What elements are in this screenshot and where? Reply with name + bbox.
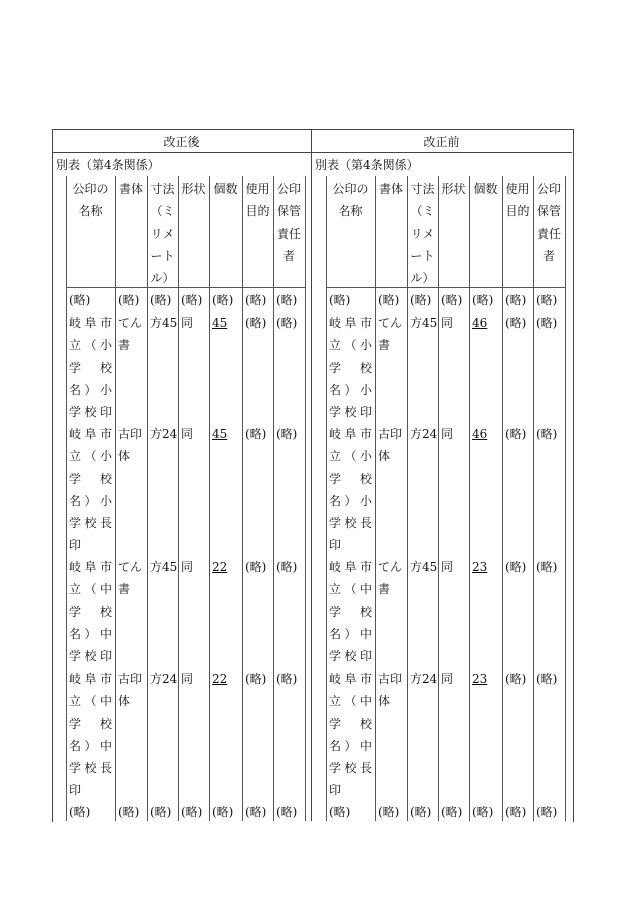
table-cell-keeper	[536, 668, 562, 690]
cell-line: 学 校	[69, 360, 112, 375]
table-cell-name	[329, 668, 372, 802]
cell-line: （ミ	[150, 204, 175, 219]
table-cell-size	[150, 312, 178, 334]
column-rule	[178, 176, 179, 821]
cell-line: 書	[378, 582, 391, 597]
cell-line: ート	[410, 248, 435, 263]
cell-line: 寸法	[410, 182, 435, 196]
cell-line: 学 校	[329, 716, 372, 731]
column-rule	[438, 176, 439, 821]
cell-line	[212, 312, 239, 334]
table-cell-size	[410, 668, 438, 690]
cell-line: 形状	[181, 182, 206, 196]
table-cell-count	[472, 801, 499, 823]
cell-line: てん	[118, 316, 143, 330]
cell-line: (略)	[245, 805, 267, 819]
cell-line: 公印の	[332, 182, 369, 196]
table-cell-keeper	[276, 423, 302, 445]
cell-line: 名）小	[69, 382, 112, 397]
cell-line: (略)	[245, 672, 267, 686]
table-cell-size	[150, 423, 178, 445]
table-cell-shape	[441, 423, 466, 445]
cell-line: 個数	[473, 182, 498, 196]
cell-line: 者	[542, 248, 555, 263]
cell-line: 同	[181, 427, 194, 441]
table-cell-shape	[441, 556, 466, 578]
column-rule	[375, 176, 376, 821]
cell-line: 方45	[150, 316, 178, 330]
cell-line: (略)	[536, 805, 558, 819]
table-cell-purpose	[505, 668, 530, 690]
table-cell-purpose	[245, 801, 270, 823]
table-cell-size	[150, 801, 175, 823]
table-cell-shape	[441, 668, 466, 690]
cell-line	[212, 668, 239, 690]
underlined-value: 23	[472, 560, 488, 574]
column-rule	[242, 176, 243, 821]
cell-line: 寸法	[150, 182, 175, 196]
table-cell-purpose	[505, 423, 530, 445]
cell-line: 名）小	[329, 382, 372, 397]
cell-line: 岐阜市	[69, 672, 112, 686]
cell-line: 学 校	[329, 360, 372, 375]
column-header-font	[117, 178, 145, 200]
cell-line: 保管	[276, 204, 301, 219]
cell-line: 学校印	[69, 649, 112, 664]
cell-line: 目的	[505, 204, 530, 219]
table-cell-name	[69, 312, 112, 423]
table-cell-purpose	[245, 423, 270, 445]
cell-line: 書	[118, 582, 131, 597]
table-cell-keeper	[536, 289, 562, 311]
header-after: 改正後	[163, 135, 200, 149]
table-cell-keeper	[536, 556, 562, 578]
table-cell-font	[118, 289, 144, 311]
cell-line: 岐阜市	[329, 427, 372, 441]
table-cell-name	[69, 668, 112, 802]
table-cell-purpose	[505, 556, 530, 578]
cell-line: 方24	[410, 427, 438, 441]
cell-line: 印	[329, 538, 342, 553]
cell-line: リメ	[150, 226, 175, 241]
table-cell-size	[410, 312, 438, 334]
table-cell-purpose	[245, 312, 270, 334]
table-cell-name	[69, 556, 112, 667]
table-cell-count	[212, 668, 239, 690]
subtitle-before: 別表（第4条関係）	[315, 158, 419, 172]
table-cell-font	[118, 423, 144, 468]
header-rule	[52, 152, 572, 153]
cell-line: (略)	[118, 805, 140, 819]
cell-line: 立（小	[69, 338, 112, 353]
cell-line: (略)	[276, 805, 298, 819]
cell-line: 学校長	[69, 516, 112, 531]
table-cell-keeper	[536, 423, 562, 445]
table-cell-name	[329, 423, 372, 557]
table-cell-size	[410, 423, 438, 445]
cell-line: 岐阜市	[69, 316, 112, 330]
cell-line: （ミ	[410, 204, 435, 219]
column-rule	[305, 176, 306, 821]
table-cell-keeper	[276, 668, 302, 690]
table-cell-count	[472, 668, 499, 690]
column-header-size	[409, 178, 436, 289]
cell-line: 学校印	[69, 405, 112, 420]
cell-line: (略)	[536, 672, 558, 686]
column-header-shape	[440, 178, 467, 200]
column-rule	[66, 176, 67, 821]
cell-line: 方24	[410, 672, 438, 686]
cell-line: (略)	[245, 316, 267, 330]
cell-line: 古印	[118, 672, 143, 686]
table-divider	[311, 129, 312, 821]
cell-line: 書	[118, 338, 131, 353]
table-cell-purpose	[245, 289, 270, 311]
cell-line: 学校印	[329, 649, 372, 664]
cell-line: 岐阜市	[329, 560, 372, 574]
table-cell-count	[472, 423, 499, 445]
cell-line: 名）中	[69, 738, 112, 753]
cell-line: 体	[118, 449, 131, 464]
column-rule	[273, 176, 274, 821]
table-cell-size	[150, 556, 178, 578]
cell-line	[472, 556, 499, 578]
table-cell-count	[212, 289, 239, 311]
cell-line: 古印	[378, 672, 403, 686]
cell-line: (略)	[245, 560, 267, 574]
table-cell-size	[410, 289, 435, 311]
table-cell-shape	[181, 668, 206, 690]
cell-line: (略)	[505, 316, 527, 330]
cell-line: 方24	[150, 427, 178, 441]
cell-line: ル）	[150, 271, 175, 286]
cell-line: 保管	[536, 204, 561, 219]
cell-line: 立（中	[329, 582, 372, 597]
cell-line: (略)	[329, 293, 351, 307]
cell-line: 公印	[536, 182, 561, 196]
cell-line: てん	[378, 316, 403, 330]
cell-line: 公印の	[72, 182, 109, 196]
cell-line: 岐阜市	[329, 672, 372, 686]
cell-line: 公印	[276, 182, 301, 196]
table-cell-name	[329, 289, 372, 311]
cell-line: 者	[282, 248, 295, 263]
cell-line: 同	[441, 672, 454, 686]
table-cell-name	[329, 312, 372, 423]
table-cell-font	[378, 423, 404, 468]
cell-line: (略)	[276, 560, 298, 574]
table-cell-purpose	[245, 556, 270, 578]
cell-line: (略)	[441, 293, 463, 307]
table-cell-keeper	[276, 556, 302, 578]
table-cell-keeper	[536, 312, 562, 334]
cell-line: 名）小	[329, 493, 372, 508]
table-cell-keeper	[276, 801, 302, 823]
panel-after	[66, 176, 305, 821]
column-rule	[502, 176, 503, 821]
table-cell-keeper	[276, 312, 302, 334]
table-cell-purpose	[505, 801, 530, 823]
cell-line: 学 校	[329, 471, 372, 486]
table-cell-font	[118, 312, 144, 357]
cell-line: (略)	[150, 805, 172, 819]
cell-line: 岐阜市	[69, 427, 112, 441]
cell-line: 学 校	[69, 604, 112, 619]
table-cell-name	[69, 289, 112, 311]
cell-line: 名称	[338, 204, 363, 219]
table-cell-keeper	[536, 801, 562, 823]
cell-line: 立（小	[329, 338, 372, 353]
table-cell-font	[118, 668, 144, 713]
cell-line: 学校長	[329, 516, 372, 531]
cell-line: 名）小	[69, 493, 112, 508]
header-before: 改正前	[423, 135, 460, 149]
header-bottom-rule	[326, 287, 565, 288]
table-cell-font	[378, 289, 404, 311]
cell-line: 岐阜市	[69, 560, 112, 574]
column-header-shape	[180, 178, 207, 200]
cell-line: リメ	[410, 226, 435, 241]
cell-line: 使用	[245, 182, 270, 196]
cell-line: (略)	[472, 293, 494, 307]
cell-line: 立（小	[69, 449, 112, 464]
table-cell-purpose	[505, 312, 530, 334]
cell-line: 目的	[245, 204, 270, 219]
cell-line: 学 校	[329, 604, 372, 619]
cell-line: 名）中	[329, 626, 372, 641]
cell-line: 方45	[410, 560, 438, 574]
column-header-keeper	[535, 178, 563, 267]
cell-line	[472, 423, 499, 445]
table-cell-count	[472, 312, 499, 334]
table-cell-font	[378, 668, 404, 713]
cell-line	[472, 312, 499, 334]
table-cell-shape	[181, 423, 206, 445]
cell-line: 印	[69, 783, 82, 798]
underlined-value: 23	[472, 672, 488, 686]
cell-line: 個数	[213, 182, 238, 196]
cell-line: 立（小	[329, 449, 372, 464]
column-header-purpose	[244, 178, 271, 223]
table-cell-font	[378, 801, 404, 823]
header-bottom-rule	[66, 287, 305, 288]
table-cell-shape	[441, 289, 466, 311]
cell-line: 古印	[378, 427, 403, 441]
column-rule	[326, 176, 327, 821]
column-header-size	[149, 178, 176, 289]
cell-line	[212, 556, 239, 578]
cell-line: (略)	[472, 805, 494, 819]
cell-line: (略)	[505, 293, 527, 307]
cell-line: (略)	[276, 293, 298, 307]
cell-line: (略)	[505, 560, 527, 574]
table-cell-shape	[441, 312, 466, 334]
column-header-purpose	[504, 178, 531, 223]
cell-line: 名称	[78, 204, 103, 219]
cell-line: (略)	[378, 805, 400, 819]
table-cell-count	[212, 556, 239, 578]
cell-line: (略)	[378, 293, 400, 307]
cell-line: (略)	[536, 316, 558, 330]
column-rule	[407, 176, 408, 821]
cell-line: 立（中	[69, 582, 112, 597]
cell-line: (略)	[212, 293, 234, 307]
column-rule	[147, 176, 148, 821]
table-cell-count	[212, 423, 239, 445]
cell-line: (略)	[181, 293, 203, 307]
cell-line: 体	[118, 694, 131, 709]
cell-line: 体	[378, 449, 391, 464]
cell-line: (略)	[276, 316, 298, 330]
cell-line: (略)	[536, 560, 558, 574]
table-cell-size	[150, 289, 175, 311]
cell-line: 同	[441, 427, 454, 441]
cell-line: 形状	[441, 182, 466, 196]
cell-line: 印	[329, 783, 342, 798]
table-cell-size	[410, 801, 435, 823]
table-cell-name	[69, 801, 112, 823]
table-cell-purpose	[505, 289, 530, 311]
cell-line: 書体	[118, 182, 143, 196]
subtitle-after: 別表（第4条関係）	[56, 158, 160, 172]
cell-line: 方45	[410, 316, 438, 330]
cell-line: 岐阜市	[329, 316, 372, 330]
cell-line: 責任	[536, 226, 561, 241]
table-cell-shape	[181, 556, 206, 578]
table-cell-font	[378, 312, 404, 357]
table-cell-count	[212, 801, 239, 823]
underlined-value: 22	[212, 560, 228, 574]
cell-line: ート	[150, 248, 175, 263]
cell-line: 同	[441, 316, 454, 330]
cell-line: 印	[69, 538, 82, 553]
table-cell-font	[378, 556, 404, 601]
cell-line: (略)	[505, 672, 527, 686]
underlined-value: 46	[472, 427, 488, 441]
cell-line: ル）	[410, 271, 435, 286]
column-header-name	[328, 178, 373, 223]
cell-line: (略)	[276, 672, 298, 686]
column-rule	[115, 176, 116, 821]
cell-line: 学校長	[329, 761, 372, 776]
table-cell-count	[212, 312, 239, 334]
cell-line: (略)	[69, 293, 91, 307]
cell-line: 責任	[276, 226, 301, 241]
cell-line: (略)	[536, 293, 558, 307]
column-rule	[209, 176, 210, 821]
table-cell-name	[329, 556, 372, 667]
table-cell-shape	[441, 801, 466, 823]
panel-before	[326, 176, 565, 821]
cell-line: 学 校	[69, 471, 112, 486]
cell-line: (略)	[410, 293, 432, 307]
cell-line: (略)	[245, 293, 267, 307]
cell-line: (略)	[150, 293, 172, 307]
column-rule	[533, 176, 534, 821]
cell-line	[212, 423, 239, 445]
cell-line: (略)	[245, 427, 267, 441]
underlined-value: 45	[212, 427, 228, 441]
underlined-value: 45	[212, 316, 228, 330]
cell-line: 同	[441, 560, 454, 574]
cell-line: (略)	[505, 427, 527, 441]
table-cell-shape	[181, 312, 206, 334]
table-cell-keeper	[276, 289, 302, 311]
table-cell-name	[69, 423, 112, 557]
column-header-font	[377, 178, 405, 200]
table-cell-count	[472, 289, 499, 311]
cell-line: 同	[181, 672, 194, 686]
table-cell-shape	[181, 289, 206, 311]
cell-line: 体	[378, 694, 391, 709]
cell-line: 立（中	[69, 694, 112, 709]
cell-line: 書体	[378, 182, 403, 196]
cell-line: 学校長	[69, 761, 112, 776]
column-header-count	[211, 178, 240, 200]
cell-line: 古印	[118, 427, 143, 441]
cell-line: (略)	[276, 427, 298, 441]
cell-line: (略)	[536, 427, 558, 441]
cell-line: (略)	[410, 805, 432, 819]
cell-line: てん	[378, 560, 403, 574]
cell-line: (略)	[212, 805, 234, 819]
cell-line: 方45	[150, 560, 178, 574]
table-cell-size	[150, 668, 178, 690]
cell-line: 学校印	[329, 405, 372, 420]
column-rule	[469, 176, 470, 821]
cell-line: 使用	[505, 182, 530, 196]
cell-line: 立（中	[329, 694, 372, 709]
column-rule	[565, 176, 566, 821]
cell-line: 同	[181, 316, 194, 330]
cell-line: (略)	[441, 805, 463, 819]
cell-line: 書	[378, 338, 391, 353]
cell-line: (略)	[505, 805, 527, 819]
cell-line: (略)	[329, 805, 351, 819]
cell-line: 学 校	[69, 716, 112, 731]
underlined-value: 22	[212, 672, 228, 686]
table-cell-font	[118, 801, 144, 823]
cell-line: (略)	[181, 805, 203, 819]
column-header-keeper	[275, 178, 303, 267]
table-cell-name	[329, 801, 372, 823]
cell-line: てん	[118, 560, 143, 574]
cell-line: 同	[181, 560, 194, 574]
underlined-value: 46	[472, 316, 488, 330]
cell-line: 名）中	[69, 626, 112, 641]
table-cell-count	[472, 556, 499, 578]
table-cell-purpose	[245, 668, 270, 690]
cell-line: 名）中	[329, 738, 372, 753]
cell-line: 方24	[150, 672, 178, 686]
cell-line: (略)	[69, 805, 91, 819]
cell-line	[472, 668, 499, 690]
cell-line: (略)	[118, 293, 140, 307]
column-header-count	[471, 178, 500, 200]
table-cell-size	[410, 556, 438, 578]
table-cell-font	[118, 556, 144, 601]
table-cell-shape	[181, 801, 206, 823]
column-header-name	[68, 178, 113, 223]
